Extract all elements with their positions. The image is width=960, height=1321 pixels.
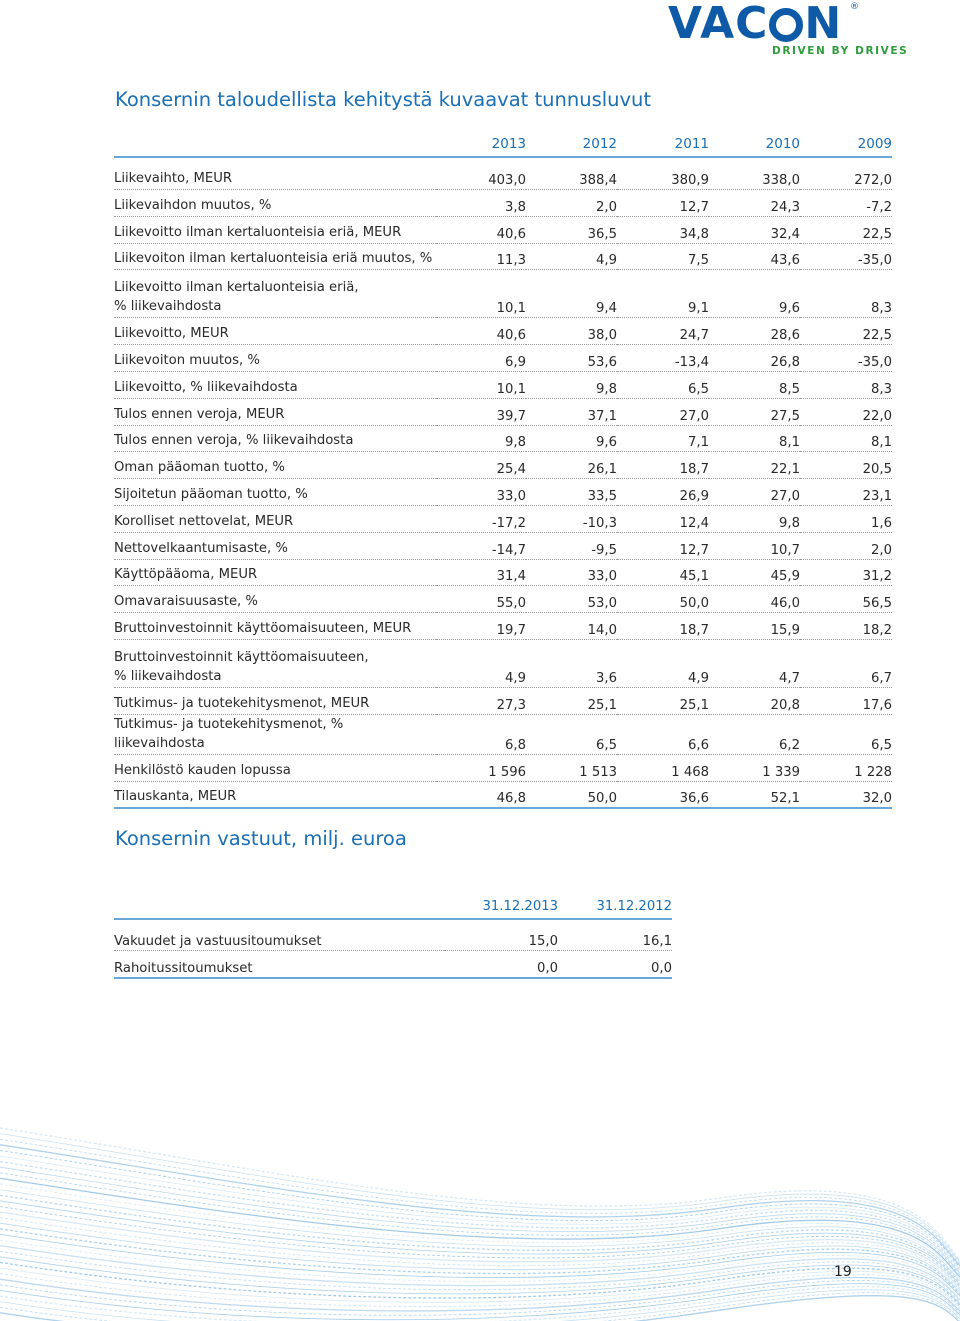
kpi-row-label: Oman pääoman tuotto, %	[114, 452, 436, 479]
kpi-row-label: Henkilöstö kauden lopussa	[114, 754, 436, 781]
kpi-row	[114, 687, 892, 714]
kpi-value-cell: 22,0	[800, 398, 892, 425]
date-header: 31.12.2012	[558, 896, 672, 919]
kpi-value-cell: -35,0	[800, 345, 892, 372]
kpi-value-cell: 1 468	[617, 754, 709, 781]
kpi-value-cell: -10,3	[526, 505, 617, 532]
kpi-value-cell: 27,3	[436, 687, 526, 714]
kpi-value-cell: 6,5	[617, 371, 709, 398]
kpi-value-cell: 36,5	[526, 216, 617, 243]
year-header: 2012	[526, 130, 617, 157]
kpi-value-cell: 12,7	[617, 532, 709, 559]
kpi-value-cell: 8,3	[800, 371, 892, 398]
kpi-value-cell: 3,8	[436, 190, 526, 217]
kpi-value-cell: -35,0	[800, 243, 892, 270]
kpi-value-cell: -14,7	[436, 532, 526, 559]
kpi-value-cell: 10,1	[436, 270, 526, 318]
kpi-value-cell: 50,0	[526, 781, 617, 808]
kpi-value-cell: 4,9	[617, 639, 709, 687]
kpi-value-cell: 50,0	[617, 586, 709, 613]
year-header: 2011	[617, 130, 709, 157]
kpi-value-cell: 403,0	[436, 157, 526, 190]
kpi-value-cell: 6,5	[800, 714, 892, 754]
kpi-value-cell: 27,5	[709, 398, 800, 425]
kpi-value-cell: 20,8	[709, 687, 800, 714]
kpi-value-cell: 46,0	[709, 586, 800, 613]
kpi-row-label: Tutkimus- ja tuotekehitysmenot, MEUR	[114, 687, 436, 714]
liabilities-row	[114, 919, 672, 951]
kpi-value-cell: -9,5	[526, 532, 617, 559]
kpi-value-cell: 38,0	[526, 318, 617, 345]
kpi-value-cell: 9,8	[709, 505, 800, 532]
kpi-value-cell: -7,2	[800, 190, 892, 217]
kpi-row-label: Omavaraisuusaste, %	[114, 586, 436, 613]
kpi-value-cell: 9,6	[709, 270, 800, 318]
kpi-value-cell: 40,6	[436, 318, 526, 345]
kpi-row	[114, 613, 892, 640]
kpi-row	[114, 190, 892, 217]
kpi-value-cell: 43,6	[709, 243, 800, 270]
logo-tagline: DRIVEN BY DRIVES	[772, 45, 909, 57]
kpi-value-cell: 27,0	[617, 398, 709, 425]
kpi-value-cell: 27,0	[709, 479, 800, 506]
kpi-value-cell: 24,7	[617, 318, 709, 345]
liabilities-table	[114, 896, 672, 979]
kpi-value-cell: 32,0	[800, 781, 892, 808]
kpi-value-cell: 1 339	[709, 754, 800, 781]
kpi-value-cell: 25,1	[617, 687, 709, 714]
kpi-value-cell: 26,1	[526, 452, 617, 479]
kpi-value-cell: 6,6	[617, 714, 709, 754]
kpi-value-cell: 380,9	[617, 157, 709, 190]
kpi-row	[114, 243, 892, 270]
kpi-value-cell: 8,3	[800, 270, 892, 318]
kpi-value-cell: 7,5	[617, 243, 709, 270]
kpi-row-label: Sijoitetun pääoman tuotto, %	[114, 479, 436, 506]
kpi-value-cell: 8,1	[709, 425, 800, 452]
kpi-value-cell: 9,6	[526, 425, 617, 452]
kpi-row	[114, 318, 892, 345]
kpi-value-cell: 388,4	[526, 157, 617, 190]
registered-mark: ®	[850, 2, 859, 12]
kpi-value-cell: 11,3	[436, 243, 526, 270]
year-header: 2013	[436, 130, 526, 157]
kpi-value-cell: 46,8	[436, 781, 526, 808]
kpi-value-cell: 19,7	[436, 613, 526, 640]
kpi-row	[114, 270, 892, 318]
kpi-row-label: Liikevaihdon muutos, %	[114, 190, 436, 217]
kpi-row	[114, 398, 892, 425]
kpi-value-cell: 1,6	[800, 505, 892, 532]
kpi-value-cell: 14,0	[526, 613, 617, 640]
kpi-row-label: Tulos ennen veroja, % liikevaihdosta	[114, 425, 436, 452]
kpi-value-cell: 22,1	[709, 452, 800, 479]
kpi-value-cell: -17,2	[436, 505, 526, 532]
kpi-value-cell: 2,0	[800, 532, 892, 559]
kpi-row	[114, 425, 892, 452]
kpi-table	[114, 130, 892, 809]
kpi-row-label: Liikevoitto, % liikevaihdosta	[114, 371, 436, 398]
logo-letter-c: C	[735, 0, 769, 49]
kpi-row-label: Tutkimus- ja tuotekehitysmenot, % liikevaihdosta	[114, 714, 436, 754]
kpi-value-cell: 45,9	[709, 559, 800, 586]
kpi-value-cell: 272,0	[800, 157, 892, 190]
kpi-header-row	[114, 130, 892, 157]
kpi-header-label	[114, 130, 436, 157]
liabilities-value-cell: 16,1	[558, 919, 672, 951]
kpi-value-cell: 4,9	[526, 243, 617, 270]
wave-line	[0, 1190, 960, 1281]
kpi-row	[114, 345, 892, 372]
liabilities-row	[114, 951, 672, 979]
page-number: 19	[834, 1264, 852, 1280]
kpi-value-cell: 12,4	[617, 505, 709, 532]
kpi-value-cell: 28,6	[709, 318, 800, 345]
kpi-row-label: Bruttoinvestoinnit käyttöomaisuuteen, % liikevaihdosta	[114, 639, 436, 687]
kpi-row-label: Tulos ennen veroja, MEUR	[114, 398, 436, 425]
kpi-row-label: Nettovelkaantumisaste, %	[114, 532, 436, 559]
kpi-value-cell: 56,5	[800, 586, 892, 613]
logo-letters-va: VA	[668, 0, 736, 49]
kpi-row-label: Liikevoitto ilman kertaluonteisia eriä, MEUR	[114, 216, 436, 243]
kpi-value-cell: 37,1	[526, 398, 617, 425]
decorative-wave-lines	[0, 1110, 960, 1321]
kpi-table-body	[114, 157, 892, 808]
kpi-value-cell: 33,5	[526, 479, 617, 506]
wave-line	[0, 1290, 960, 1321]
kpi-row-label: Liikevoitto, MEUR	[114, 318, 436, 345]
liabilities-value-cell: 15,0	[444, 919, 558, 951]
kpi-row	[114, 532, 892, 559]
liabilities-table-body	[114, 919, 672, 978]
kpi-row-label: Liikevoiton ilman kertaluonteisia eriä muutos, %	[114, 243, 436, 270]
kpi-value-cell: 18,2	[800, 613, 892, 640]
kpi-value-cell: 34,8	[617, 216, 709, 243]
kpi-row	[114, 639, 892, 687]
kpi-value-cell: 33,0	[436, 479, 526, 506]
year-header: 2010	[709, 130, 800, 157]
kpi-value-cell: 338,0	[709, 157, 800, 190]
kpi-row-label: Käyttöpääoma, MEUR	[114, 559, 436, 586]
logo-letter-n: N	[804, 0, 843, 49]
kpi-value-cell: 22,5	[800, 318, 892, 345]
kpi-value-cell: 31,2	[800, 559, 892, 586]
kpi-row-label: Liikevaihto, MEUR	[114, 157, 436, 190]
kpi-value-cell: 2,0	[526, 190, 617, 217]
kpi-value-cell: 26,8	[709, 345, 800, 372]
kpi-row	[114, 781, 892, 808]
kpi-value-cell: 24,3	[709, 190, 800, 217]
kpi-row	[114, 452, 892, 479]
kpi-value-cell: 25,4	[436, 452, 526, 479]
kpi-row-label: Korolliset nettovelat, MEUR	[114, 505, 436, 532]
kpi-value-cell: 17,6	[800, 687, 892, 714]
liabilities-header-row	[114, 896, 672, 919]
kpi-value-cell: 3,6	[526, 639, 617, 687]
kpi-value-cell: 36,6	[617, 781, 709, 808]
logo-wordmark	[668, 0, 843, 49]
kpi-row	[114, 479, 892, 506]
kpi-value-cell: 6,2	[709, 714, 800, 754]
kpi-value-cell: 7,1	[617, 425, 709, 452]
kpi-value-cell: 4,9	[436, 639, 526, 687]
kpi-row	[114, 754, 892, 781]
kpi-value-cell: -13,4	[617, 345, 709, 372]
kpi-value-cell: 33,0	[526, 559, 617, 586]
kpi-value-cell: 6,5	[526, 714, 617, 754]
kpi-value-cell: 6,8	[436, 714, 526, 754]
kpi-row	[114, 157, 892, 190]
kpi-row	[114, 216, 892, 243]
vacon-logo	[668, 2, 908, 60]
kpi-value-cell: 15,9	[709, 613, 800, 640]
liabilities-section-title: Konsernin vastuut, milj. euroa	[115, 827, 407, 850]
kpi-row	[114, 586, 892, 613]
kpi-value-cell: 18,7	[617, 452, 709, 479]
kpi-value-cell: 25,1	[526, 687, 617, 714]
kpi-value-cell: 8,5	[709, 371, 800, 398]
kpi-value-cell: 55,0	[436, 586, 526, 613]
liabilities-value-cell: 0,0	[444, 951, 558, 979]
kpi-value-cell: 9,4	[526, 270, 617, 318]
kpi-row	[114, 714, 892, 754]
kpi-value-cell: 4,7	[709, 639, 800, 687]
kpi-value-cell: 40,6	[436, 216, 526, 243]
date-header: 31.12.2013	[444, 896, 558, 919]
liabilities-value-cell: 0,0	[558, 951, 672, 979]
kpi-value-cell: 52,1	[709, 781, 800, 808]
wave-line	[0, 1178, 960, 1277]
kpi-value-cell: 45,1	[617, 559, 709, 586]
kpi-row	[114, 505, 892, 532]
kpi-row-label: Bruttoinvestoinnit käyttöomaisuuteen, MEUR	[114, 613, 436, 640]
wave-line	[0, 1257, 960, 1304]
liabilities-row-label: Rahoitussitoumukset	[114, 951, 444, 979]
kpi-section-title: Konsernin taloudellista kehitystä kuvaavat tunnusluvut	[115, 88, 652, 111]
kpi-row	[114, 371, 892, 398]
kpi-value-cell: 9,1	[617, 270, 709, 318]
kpi-value-cell: 8,1	[800, 425, 892, 452]
kpi-value-cell: 39,7	[436, 398, 526, 425]
logo-ring-icon	[769, 8, 803, 42]
kpi-value-cell: 32,4	[709, 216, 800, 243]
kpi-value-cell: 1 513	[526, 754, 617, 781]
wave-line	[0, 1262, 960, 1305]
kpi-row	[114, 559, 892, 586]
kpi-value-cell: 12,7	[617, 190, 709, 217]
kpi-value-cell: 18,7	[617, 613, 709, 640]
kpi-row-label: Liikevoiton muutos, %	[114, 345, 436, 372]
liabilities-row-label: Vakuudet ja vastuusitoumukset	[114, 919, 444, 951]
kpi-value-cell: 10,7	[709, 532, 800, 559]
kpi-value-cell: 31,4	[436, 559, 526, 586]
kpi-value-cell: 10,1	[436, 371, 526, 398]
kpi-value-cell: 53,0	[526, 586, 617, 613]
kpi-row-label: Liikevoitto ilman kertaluonteisia eriä, % liikevaihdosta	[114, 270, 436, 318]
kpi-value-cell: 1 228	[800, 754, 892, 781]
kpi-value-cell: 1 596	[436, 754, 526, 781]
kpi-value-cell: 20,5	[800, 452, 892, 479]
kpi-value-cell: 23,1	[800, 479, 892, 506]
kpi-value-cell: 9,8	[526, 371, 617, 398]
kpi-value-cell: 26,9	[617, 479, 709, 506]
kpi-value-cell: 22,5	[800, 216, 892, 243]
kpi-row-label: Tilauskanta, MEUR	[114, 781, 436, 808]
kpi-value-cell: 6,7	[800, 639, 892, 687]
year-header: 2009	[800, 130, 892, 157]
kpi-value-cell: 53,6	[526, 345, 617, 372]
kpi-value-cell: 6,9	[436, 345, 526, 372]
kpi-value-cell: 9,8	[436, 425, 526, 452]
liabilities-header-label	[114, 896, 444, 919]
